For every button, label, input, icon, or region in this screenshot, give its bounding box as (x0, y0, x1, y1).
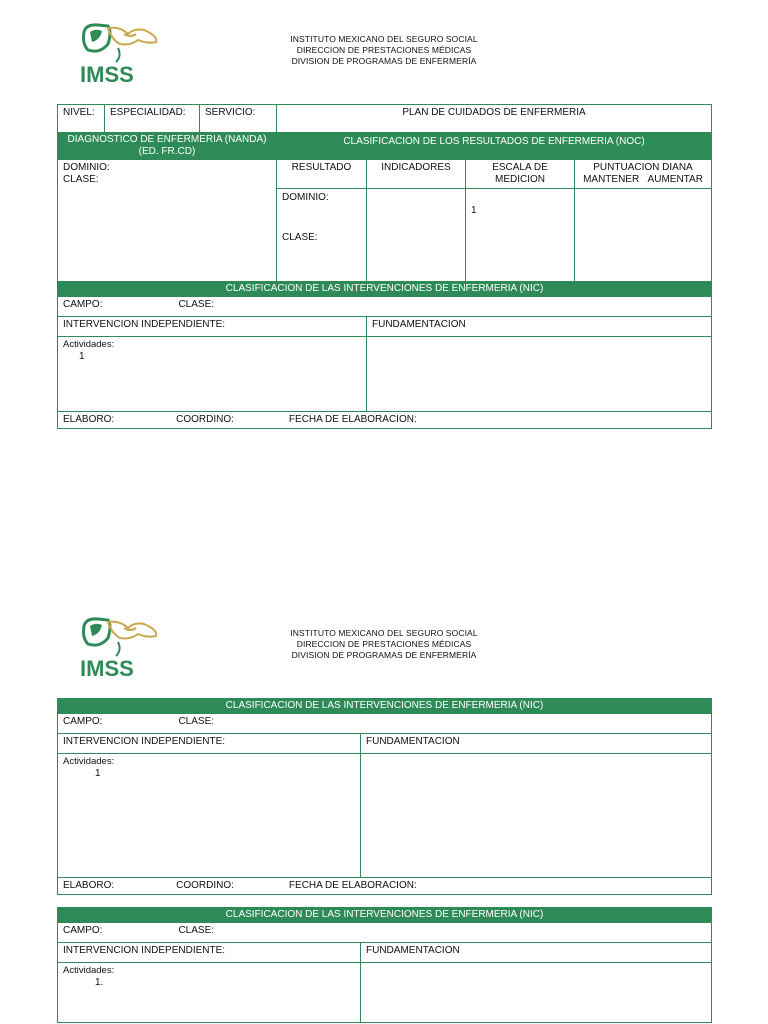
elaboro-label: ELABORO: (63, 880, 115, 891)
actividades-label: Actividades: (63, 339, 115, 350)
nic-clase-label: CLASE: (178, 925, 215, 936)
campo-label: CAMPO: (63, 716, 103, 727)
resultado-dominio-label: DOMINIO: (282, 192, 329, 203)
nanda-subtitle: (ED. FR.CD) (138, 146, 196, 157)
actividades-label: Actividades: (63, 756, 115, 767)
nic-header: CLASIFICACION DE LAS INTERVENCIONES DE ENFERMERIA (NIC) (58, 282, 712, 297)
nic-header: CLASIFICACION DE LAS INTERVENCIONES DE ENFERMERIA (NIC) (58, 699, 712, 714)
diagnosis-cell[interactable] (58, 160, 277, 282)
institution-header (234, 628, 534, 661)
header-line-3: DIVISION DE PROGRAMAS DE ENFERMERÍA (291, 650, 477, 660)
escala-cell[interactable] (466, 189, 575, 282)
elaboro-label: ELABORO: (63, 414, 115, 425)
mantener-label: MANTENER (583, 174, 640, 185)
header-line-2: DIRECCION DE PRESTACIONES MÉDICAS (296, 45, 472, 55)
imss-logo (78, 22, 162, 86)
nic-clase-label: CLASE: (178, 299, 215, 310)
imss-logo-text: IMSS (80, 656, 134, 680)
fecha-label: FECHA DE ELABORACION: (288, 414, 417, 425)
fundamentacion-body[interactable] (361, 963, 712, 1023)
header-line-2: DIRECCION DE PRESTACIONES MÉDICAS (296, 639, 472, 649)
header-line-1: INSTITUTO MEXICANO DEL SEGURO SOCIAL (290, 34, 478, 44)
intervencion-cell[interactable]: INTERVENCION INDEPENDIENTE: (58, 943, 361, 963)
campo-label: CAMPO: (63, 925, 103, 936)
actividad-number: 1. (95, 977, 104, 988)
nic-clase-label: CLASE: (178, 716, 215, 727)
nic-table (57, 698, 712, 895)
fundamentacion-body[interactable] (367, 337, 712, 412)
nic-header: CLASIFICACION DE LAS INTERVENCIONES DE ENFERMERIA (NIC) (58, 908, 712, 923)
puntuacion-label: PUNTUACION DIANA (593, 162, 693, 173)
dominio-label: DOMINIO: (63, 162, 110, 173)
escala-header: ESCALA DE MEDICION (466, 160, 575, 189)
actividades-cell[interactable] (58, 754, 361, 878)
footer-row (58, 878, 712, 895)
servicio-field[interactable]: SERVICIO: (200, 105, 277, 133)
fecha-label: FECHA DE ELABORACION: (288, 880, 417, 891)
actividad-number: 1 (79, 351, 85, 362)
escala-number: 1 (471, 205, 477, 216)
care-plan-table (57, 104, 712, 429)
header-line-1: INSTITUTO MEXICANO DEL SEGURO SOCIAL (290, 628, 478, 638)
coordino-label: COORDINO: (176, 880, 234, 891)
fundamentacion-cell[interactable]: FUNDAMENTACION (361, 943, 712, 963)
resultado-header: RESULTADO (277, 160, 367, 189)
fundamentacion-body[interactable] (361, 754, 712, 878)
imss-logo (78, 616, 162, 680)
indicadores-header: INDICADORES (367, 160, 466, 189)
institution-header (234, 34, 534, 67)
nic-table (57, 907, 712, 1023)
puntuacion-cell[interactable] (575, 189, 712, 282)
campo-clase-row[interactable] (58, 923, 712, 943)
actividades-cell[interactable] (58, 963, 361, 1023)
imss-logo-text: IMSS (80, 62, 134, 86)
actividad-number: 1 (95, 768, 101, 779)
clase-label: CLASE: (63, 174, 99, 185)
fundamentacion-cell[interactable]: FUNDAMENTACION (367, 317, 712, 337)
aumentar-label: AUMENTAR (647, 174, 703, 185)
puntuacion-header (575, 160, 712, 189)
intervencion-cell[interactable]: INTERVENCION INDEPENDIENTE: (58, 317, 367, 337)
actividades-label: Actividades: (63, 965, 115, 976)
plan-title: PLAN DE CUIDADOS DE ENFERMERIA (277, 105, 712, 133)
campo-label: CAMPO: (63, 299, 103, 310)
indicadores-cell[interactable] (367, 189, 466, 282)
actividades-cell[interactable] (58, 337, 367, 412)
header-line-3: DIVISION DE PROGRAMAS DE ENFERMERÍA (291, 56, 477, 66)
noc-header: CLASIFICACION DE LOS RESULTADOS DE ENFERMERIA (NOC) (277, 133, 712, 160)
campo-clase-row[interactable] (58, 714, 712, 734)
nivel-field[interactable]: NIVEL: (58, 105, 105, 133)
resultado-cell[interactable] (277, 189, 367, 282)
resultado-clase-label: CLASE: (282, 232, 318, 243)
nanda-header (58, 133, 277, 160)
especialidad-field[interactable]: ESPECIALIDAD: (105, 105, 200, 133)
intervencion-cell[interactable]: INTERVENCION INDEPENDIENTE: (58, 734, 361, 754)
campo-clase-row[interactable] (58, 297, 712, 317)
fundamentacion-cell[interactable]: FUNDAMENTACION (361, 734, 712, 754)
nanda-title: DIAGNOSTICO DE ENFERMERIA (NANDA) (67, 134, 267, 145)
footer-row (58, 412, 712, 429)
coordino-label: COORDINO: (176, 414, 234, 425)
